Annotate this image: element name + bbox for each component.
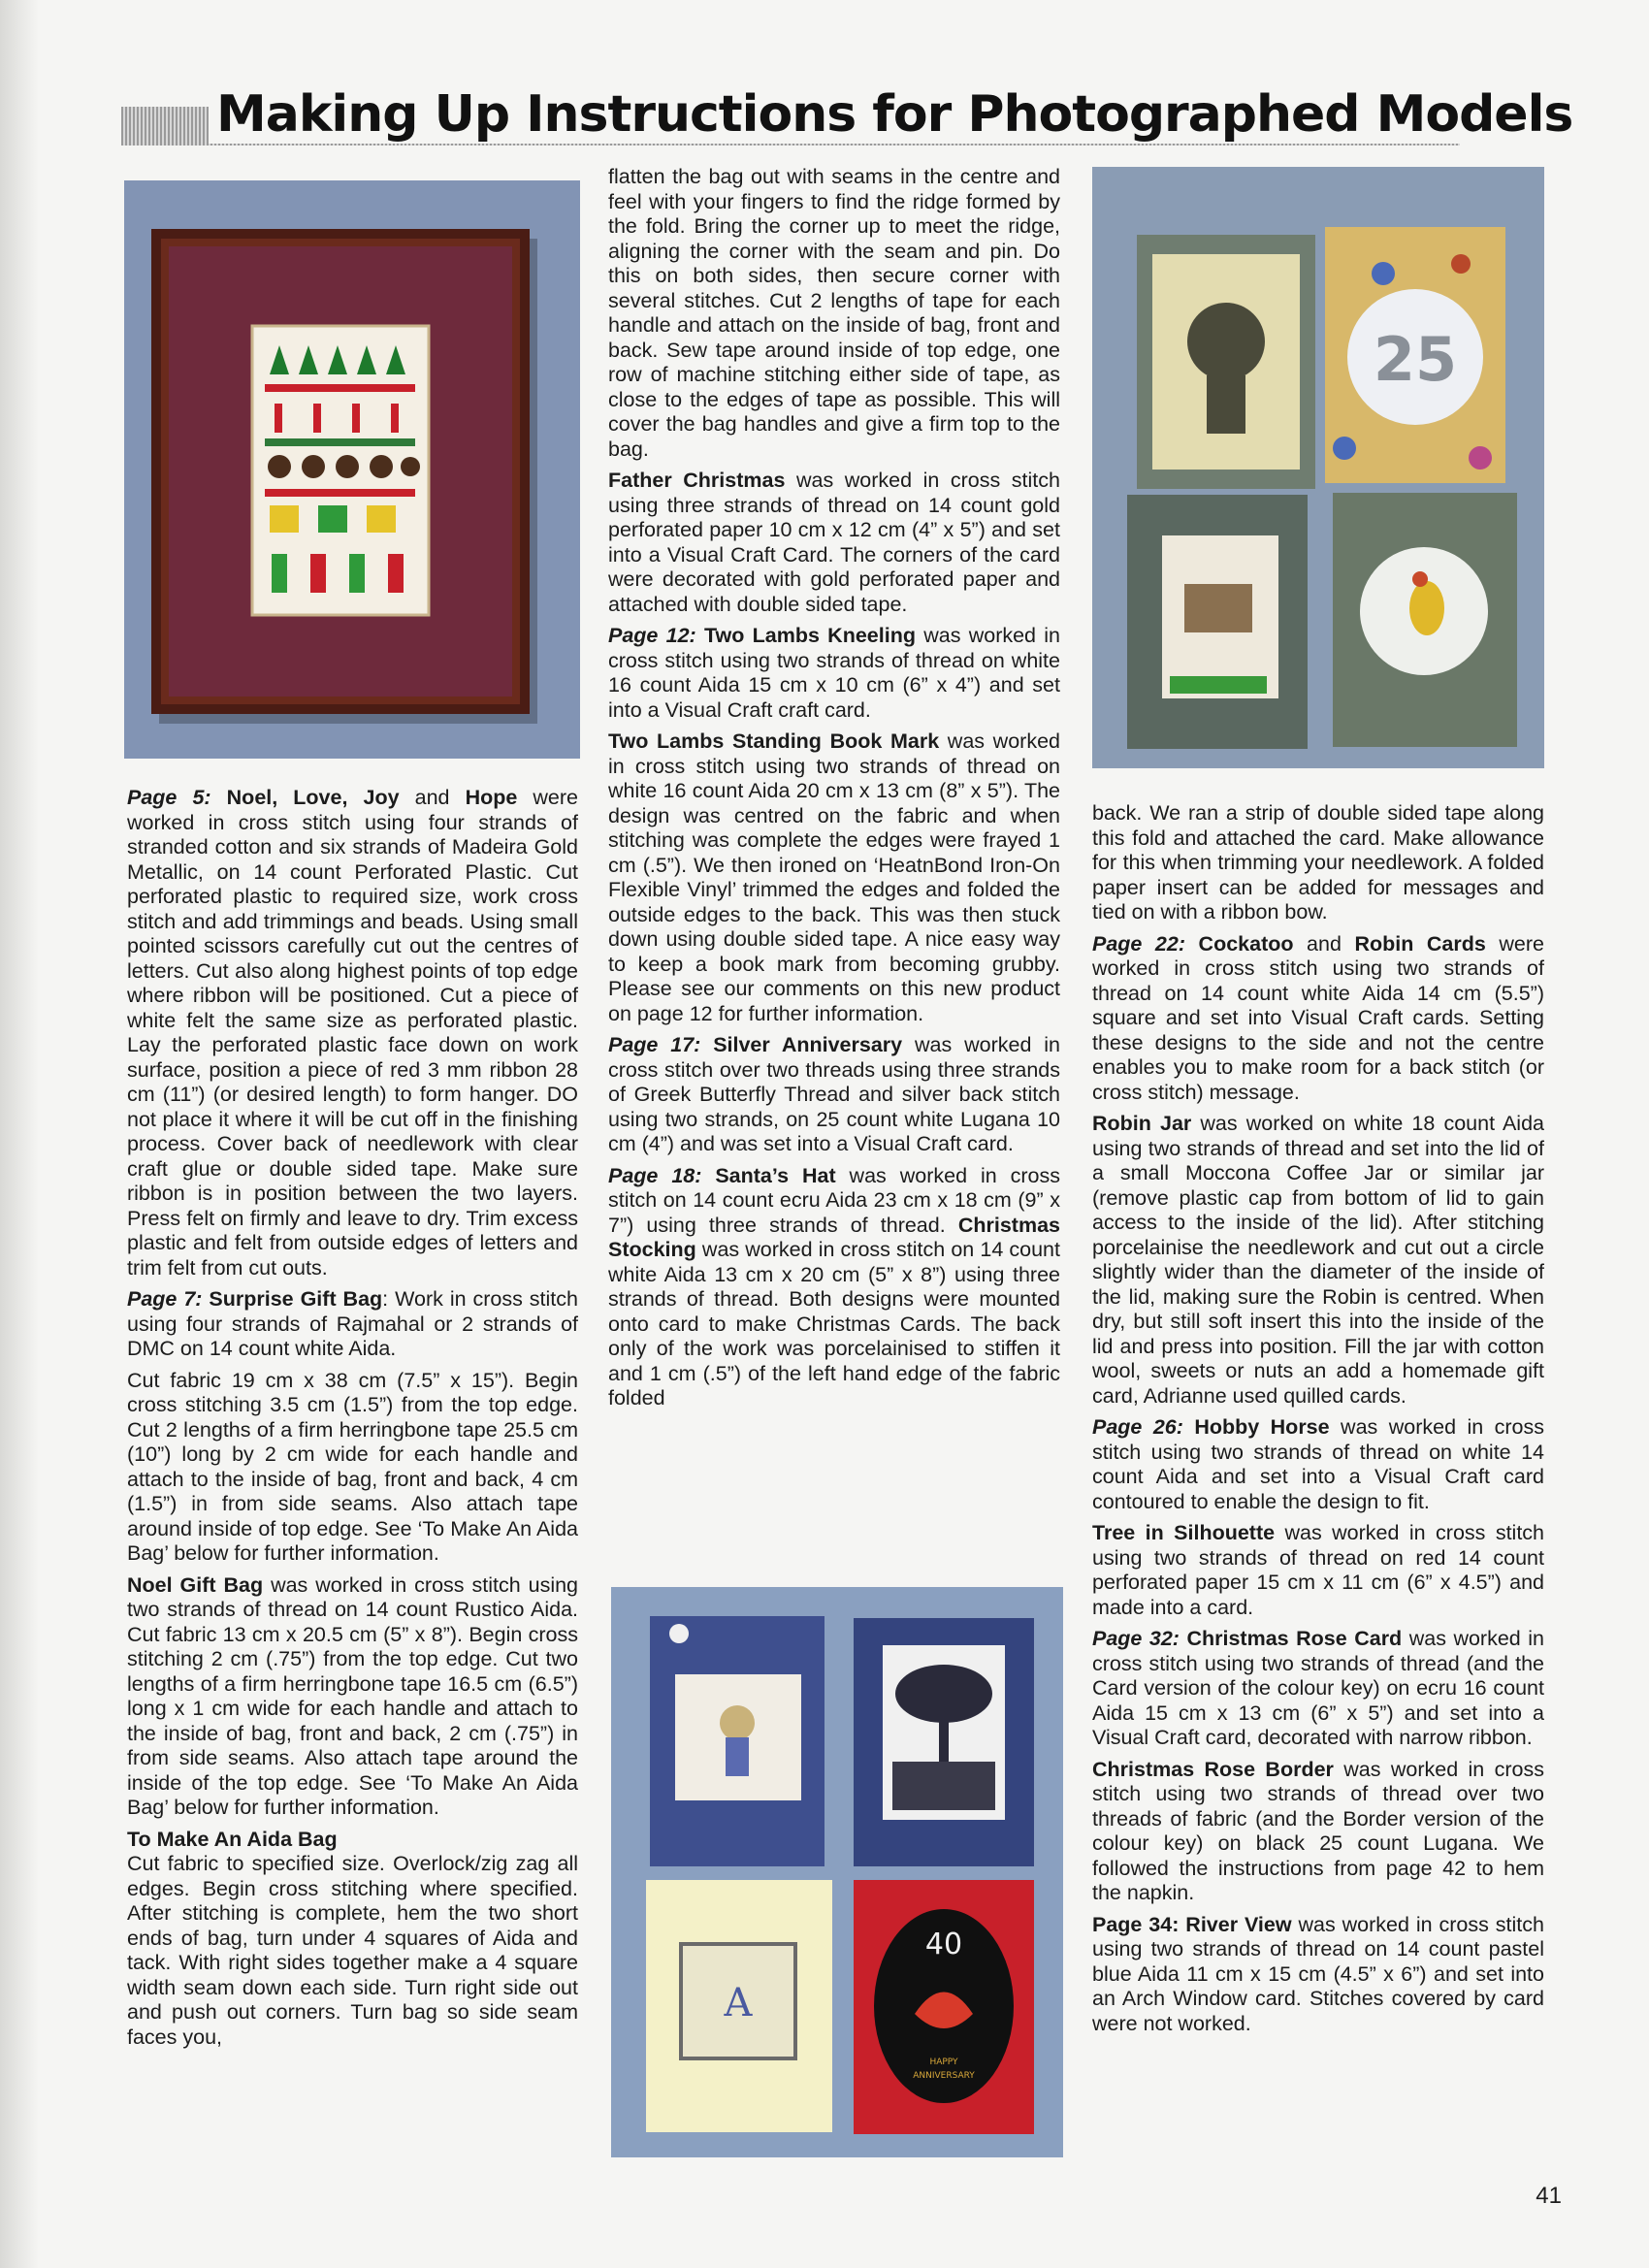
paragraph-robin-jar: [1092, 1112, 1544, 1409]
item-name: Surprise Gift Bag: [209, 1287, 383, 1311]
silver-anniversary-card: [1325, 227, 1505, 483]
card-a-letter: A: [724, 1981, 753, 2025]
card-25-number: 25: [1373, 324, 1458, 395]
paragraph-surprise-gift-bag: [127, 1287, 578, 1362]
item-name: Two Lambs Kneeling: [695, 624, 916, 647]
column-2: [608, 165, 1060, 1418]
paragraph-text: was worked in cross stitch using two strands of thread on white 14 count Aida and set into a Visual Craft card contoured to enable the design to fit.: [1092, 1415, 1544, 1513]
paragraph-text: were worked in cross stitch using four strands of stranded cotton and six strands of Madeira Gold Metallic, on 14 count Perforated Plastic. Cut perforated plastic to required size, work cross stitch and add trimmings and beads. Using small pointed scissors carefully cut out the centres of letters. Cut also along highest points of top edge where ribbon will be positioned. Cut a piece of white felt the same size as perforated plastic. Lay the perforated plastic face down on work surface, position a piece of red 3 mm ribbon 28 cm (11”) (or desired length) to form hanger. DO not place it where it will be cut off in the finishing process. Cover back of needlework with clear craft glue or double sided tape. Make sure ribbon is in position between the two layers. Press felt on firmly and leave to dry. Trim excess plastic and felt from outside edges of letters and trim felt from cut outs.: [127, 786, 578, 1280]
paragraph-text: was worked in cross stitch using two strands of thread on red 14 count perforated paper 15 cm x 11 cm (6” x 4.5”) and made into a card.: [1092, 1521, 1544, 1619]
paragraph-father-christmas: [608, 469, 1060, 617]
page-ref: Page 34:: [1092, 1912, 1180, 1936]
paragraph-text: was worked in cross stitch over two threads using three strands of Greek Butterfly Thread and silver back stitch using two strands, on 25 count white Lugana 10 cm (4”) and was set into a Visual Craft card.: [608, 1033, 1060, 1155]
item-name: Hope: [465, 786, 518, 809]
paragraph-bag-continued: flatten the bag out with seams in the centre and feel with your fingers to find the ridge formed by the fold. Bring the corner up to meet the ridge, aligning the corner with the seam and pin. Do this on both sides, then secure corner with several stitches. Cut 2 lengths of tape for each handle and attach on the inside of bag, front and back. Sew tape around inside of top edge, one row of machine stitching either side of tape, as close to the edges of tape as possible. This will cover the bag handles and give a firm top to the bag.: [608, 165, 1060, 461]
page-ref: Page 26:: [1092, 1415, 1183, 1439]
paragraph-text: : Work in cross stitch using four strands of Rajmahal or 2 strands of DMC on 14 count white Aida.: [127, 1287, 578, 1360]
framed-sampler-photo: [124, 180, 580, 759]
page-ref: Page 5:: [127, 786, 211, 809]
paragraph-text: was worked in cross stitch using two strands of thread on white 16 count Aida 15 cm x 10 cm (6” x 4”) and set into a Visual Craft craft card.: [608, 624, 1061, 722]
paragraph-aida-bag: Cut fabric to specified size. Overlock/zig zag all edges. Begin cross stitching where specified. After stitching is complete, hem the two short ends of bag, turn under 4 squares of Aida and tack. With right sides together make a 4 square width seam down each side. Turn right side out and push out corners. Turn bag so side seam faces you,: [127, 1852, 578, 2049]
lamb-card: [650, 1616, 824, 1866]
page-ref: Page 12:: [608, 624, 696, 647]
anniversary-40-card: [854, 1880, 1034, 2134]
item-name: Robin Cards: [1354, 931, 1486, 956]
column-3: [1092, 801, 1544, 2043]
paragraph-noel-gift-bag: [127, 1573, 578, 1821]
card-40-number: 40: [924, 1928, 963, 1961]
paragraph-silver-anniversary: [608, 1033, 1060, 1157]
page-ref: Page 22:: [1092, 931, 1186, 956]
paragraph-cut-fabric: Cut fabric 19 cm x 38 cm (7.5” x 15”). Begin cross stitching 3.5 cm (1.5”) from the top edge. Cut 2 lengths of a firm herringbone tape 25.5 cm (10”) long by 2 cm wide for each handle and attach to the inside of bag, front and back, 4 cm (1.5”) in from side seams. Also attach tape around inside of top edge. See ‘To Make An Aida Bag’ below for further information.: [127, 1368, 578, 1565]
item-name: Santa’s Hat: [701, 1163, 836, 1187]
item-name: River View: [1179, 1912, 1292, 1936]
page-ref: Page 7:: [127, 1287, 203, 1311]
cards-photo-bottom: [611, 1587, 1063, 2157]
sampler-gift-row: [270, 505, 396, 533]
paragraph-noel-love-joy: [127, 786, 578, 1280]
page-ref: Page 32:: [1092, 1627, 1180, 1650]
paragraph-text: was worked in cross stitch using two strands of thread on white 16 count Aida 20 cm x 13 cm (8” x 5”). The design was centred on the fabric and when stitching was complete the edges were frayed 1 cm (.5”). We then ironed on ‘HeatnBond Iron-On Flexible Vinyl’ trimmed the edges and folded the outside edges to the back. This was then stuck down using double sided tape. A nice easy way to keep a book mark from becoming grubby. Please see our comments on this new product on page 12 for further information.: [608, 729, 1060, 1025]
item-name: Two Lambs Standing Book Mark: [608, 729, 940, 753]
page-number: 41: [1536, 2183, 1562, 2209]
item-name: Christmas Rose Card: [1179, 1627, 1403, 1650]
item-name: Noel Gift Bag: [127, 1572, 264, 1597]
paragraph-text: was worked in cross stitch using three strands of thread on 14 count gold perforated paper 10 cm x 12 cm (4” x 5”) and set into a Visual Craft Card. The corners of the card were decorated with gold perforated paper and attached with double sided tape.: [608, 469, 1060, 616]
aida-bag-heading: To Make An Aida Bag: [127, 1827, 338, 1851]
paragraph-cockatoo-robin: [1092, 932, 1544, 1106]
column-1: [127, 786, 578, 2057]
binding-edge: [0, 0, 39, 2268]
paragraph-christmas-rose-border: [1092, 1758, 1544, 1906]
item-name: Cockatoo: [1185, 931, 1294, 956]
page-ref: Page 18:: [608, 1163, 702, 1187]
conjunction: and: [399, 786, 466, 809]
paragraph-text: was worked in cross stitch on 14 count ecru Aida 23 cm x 18 cm (9” x 7”) using three strands of thread.: [608, 1163, 1060, 1237]
page-ref: Page 17:: [608, 1033, 701, 1056]
paragraph-text: was worked in cross stitch using two strands of thread on 14 count pastel blue Aida 11 cm x 15 cm (4.5” x 6”) and set into an Arch Window card. Stitches covered by card were not worked.: [1092, 1912, 1544, 2035]
paragraph-book-mark: [608, 729, 1060, 1026]
christmas-rose-card: [646, 1880, 832, 2132]
paragraph-river-view: [1092, 1913, 1544, 2037]
paragraph-text: was worked in cross stitch using two strands of thread (and the Card version of the colour key) on ecru 16 count Aida 15 cm x 13 cm (6” x 5”) and set into a Visual Craft card, decorated with narrow ribbon.: [1092, 1627, 1544, 1749]
cockatoo-card: [1333, 493, 1517, 747]
item-name: Christmas Rose Border: [1092, 1757, 1334, 1781]
paragraph-hobby-horse: [1092, 1415, 1544, 1514]
item-name: Father Christmas: [608, 469, 786, 492]
paragraph-back-continued: back. We ran a strip of double sided tape along this fold and attached the card. Make allowance for this when trimming your needlework. A folded paper insert can be added for messages and tied on with a ribbon bow.: [1092, 801, 1544, 923]
paragraph-text: was worked in cross stitch on 14 count white Aida 13 cm x 20 cm (5” x 8”) using three strands of thread. Both designs were mounted onto card to make Christmas Cards. The back only of the work was porcelainised to stiffen it and 1 cm (.5”) of the left hand edge of the fabric folded: [608, 1238, 1060, 1409]
item-name: Silver Anniversary: [700, 1033, 903, 1056]
paragraph-text: was worked on white 18 count Aida using two strands of thread and set into the lid of a small Moccona Coffee Jar or similar jar (remove plastic cap from bottom of lid to gain access to the inside of the lid). After stitching porcelainise the needlework and cut out a circle slightly wider than the diameter of the inside of the lid, making sure the Robin is centred. When dry, but still soft insert this into the inside of the lid and press into position. Fill the jar with cotton wool, sweets or nuts an add a homemade gift card, Adrianne used quilled cards.: [1092, 1112, 1544, 1408]
paragraph-text: was worked in cross stitch using two strands of thread on 14 count Rustico Aida. Cut fabric 13 cm x 20.5 cm (5” x 8”). Begin cross stitching 2 cm (.75”) from the top edge. Cut two lengths of a firm herringbone tape 16.5 cm (6.5”) long x 1 cm wide for each handle and attach to the inside of bag, front and back, 2 cm (.75”) in from side seams. Also attach tape around the inside of the top edge. See ‘To Make An Aida Bag’ below for further information.: [127, 1572, 579, 1819]
paragraph-text: was worked in cross stitch using two strands of thread over two threads of fabric (and the Border version of the colour key) on black 25 count Lugana. We followed the instructions from page 42 to hem the napkin.: [1092, 1757, 1544, 1904]
paragraph-text: were worked in cross stitch using two strands of thread on 14 count white Aida 14 cm (5.5”) square and set into Visual Craft cards. Setting these designs to the side and not the centre enables you to make room for a back stitch (or cross stitch) message.: [1092, 931, 1544, 1104]
paragraph-tree-silhouette: [1092, 1521, 1544, 1620]
item-name: Robin Jar: [1092, 1112, 1192, 1135]
paragraph-two-lambs-kneeling: [608, 624, 1060, 723]
father-christmas-card: [1137, 235, 1315, 489]
item-name: Hobby Horse: [1182, 1415, 1330, 1439]
item-name: Christmas Stocking: [608, 1213, 1060, 1261]
item-name: Noel, Love, Joy: [226, 786, 400, 809]
card-anniversary-text: ANNIVERSARY: [913, 2071, 975, 2081]
paragraph-christmas-rose-card: [1092, 1627, 1544, 1751]
card-happy-text: HAPPY: [929, 2057, 958, 2067]
hobby-horse-card: [1127, 495, 1308, 749]
cards-photo-top: [1092, 167, 1544, 768]
paragraph-santas-hat: [608, 1164, 1060, 1411]
conjunction: and: [1293, 931, 1355, 956]
page-title: Making Up Instructions for Photographed Models: [209, 85, 1580, 144]
river-view-card: [854, 1618, 1034, 1866]
item-name: Tree in Silhouette: [1092, 1521, 1276, 1544]
